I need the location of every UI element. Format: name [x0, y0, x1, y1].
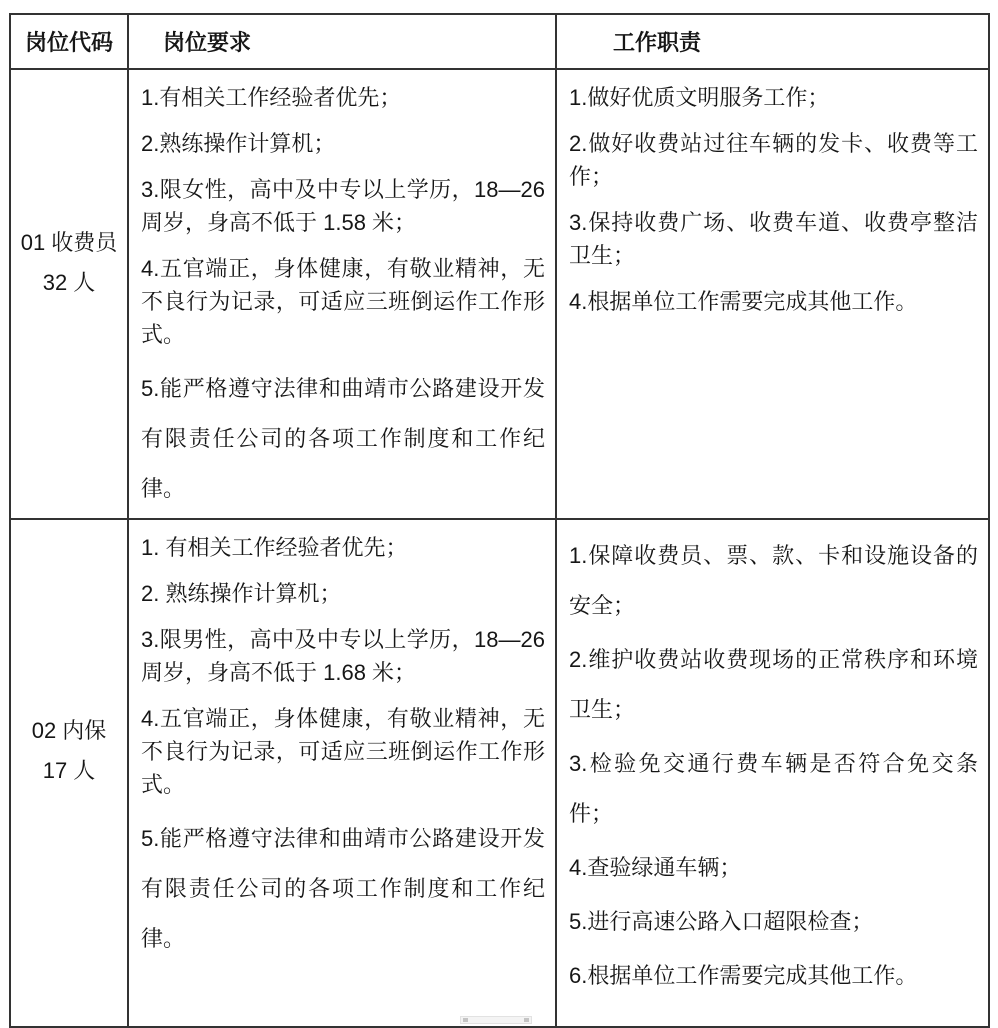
position-code-label: 01 收费员 [20, 230, 118, 255]
requirement-item: 4.五官端正，身体健康，有敬业精神，无不良行为记录，可适应三班倒运作工作形式。 [141, 706, 545, 797]
requirement-item: 5.能严格遵守法律和曲靖市公路建设开发有限责任公司的各项工作制度和工作纪律。 [141, 376, 545, 501]
handle-nub-icon [524, 1018, 529, 1022]
duty-item: 3.保持收费广场、收费车道、收费亭整洁卫生； [569, 210, 978, 268]
duty-item: 2.维护收费站收费现场的正常秩序和环境卫生； [569, 647, 978, 722]
job-positions-table [9, 13, 990, 1028]
requirement-item: 4.五官端正，身体健康，有敬业精神，无不良行为记录，可适应三班倒运作工作形式。 [141, 256, 545, 347]
duty-item: 2.做好收费站过往车辆的发卡、收费等工作； [569, 131, 978, 189]
position-headcount-label: 17 人 [42, 758, 96, 783]
header-cell-duties: 工作职责 [556, 14, 989, 69]
header-cell-requirements: 岗位要求 [128, 14, 556, 69]
requirement-item: 1.有相关工作经验者优先； [141, 85, 402, 110]
cell-requirements-02 [128, 519, 556, 1027]
duty-item: 1.做好优质文明服务工作； [569, 85, 830, 110]
job-positions-table-container [9, 13, 990, 1028]
duty-item: 5.进行高速公路入口超限检查； [569, 909, 874, 934]
cell-duties-02 [556, 519, 989, 1027]
duty-item: 1.保障收费员、票、款、卡和设施设备的安全； [569, 543, 978, 618]
header-cell-position-code: 岗位代码 [10, 14, 128, 69]
position-headcount-label: 32 人 [42, 270, 96, 295]
cell-code-01 [10, 69, 128, 519]
requirement-item: 5.能严格遵守法律和曲靖市公路建设开发有限责任公司的各项工作制度和工作纪律。 [141, 826, 545, 951]
cell-duties-01 [556, 69, 989, 519]
cell-code-02 [10, 519, 128, 1027]
duty-item: 4.根据单位工作需要完成其他工作。 [569, 289, 918, 314]
requirement-item: 3.限男性，高中及中专以上学历，18—26周岁，身高不低于 1.68 米； [141, 627, 545, 685]
position-code-label: 02 内保 [31, 718, 107, 743]
requirement-item: 2.熟练操作计算机； [141, 131, 336, 156]
duty-item: 4.查验绿通车辆； [569, 855, 742, 880]
requirement-item: 1. 有相关工作经验者优先； [141, 535, 408, 560]
cell-requirements-01 [128, 69, 556, 519]
duty-item: 6.根据单位工作需要完成其他工作。 [569, 963, 918, 988]
requirement-item: 2. 熟练操作计算机； [141, 581, 342, 606]
handle-nub-icon [463, 1018, 468, 1022]
table-header-row [10, 14, 989, 69]
duty-item: 3.检验免交通行费车辆是否符合免交条件； [569, 751, 978, 826]
table-row-position-02 [10, 519, 989, 1027]
requirement-item: 3.限女性，高中及中专以上学历，18—26周岁，身高不低于 1.58 米； [141, 177, 545, 235]
table-resize-handle [460, 1016, 532, 1024]
table-row-position-01 [10, 69, 989, 519]
